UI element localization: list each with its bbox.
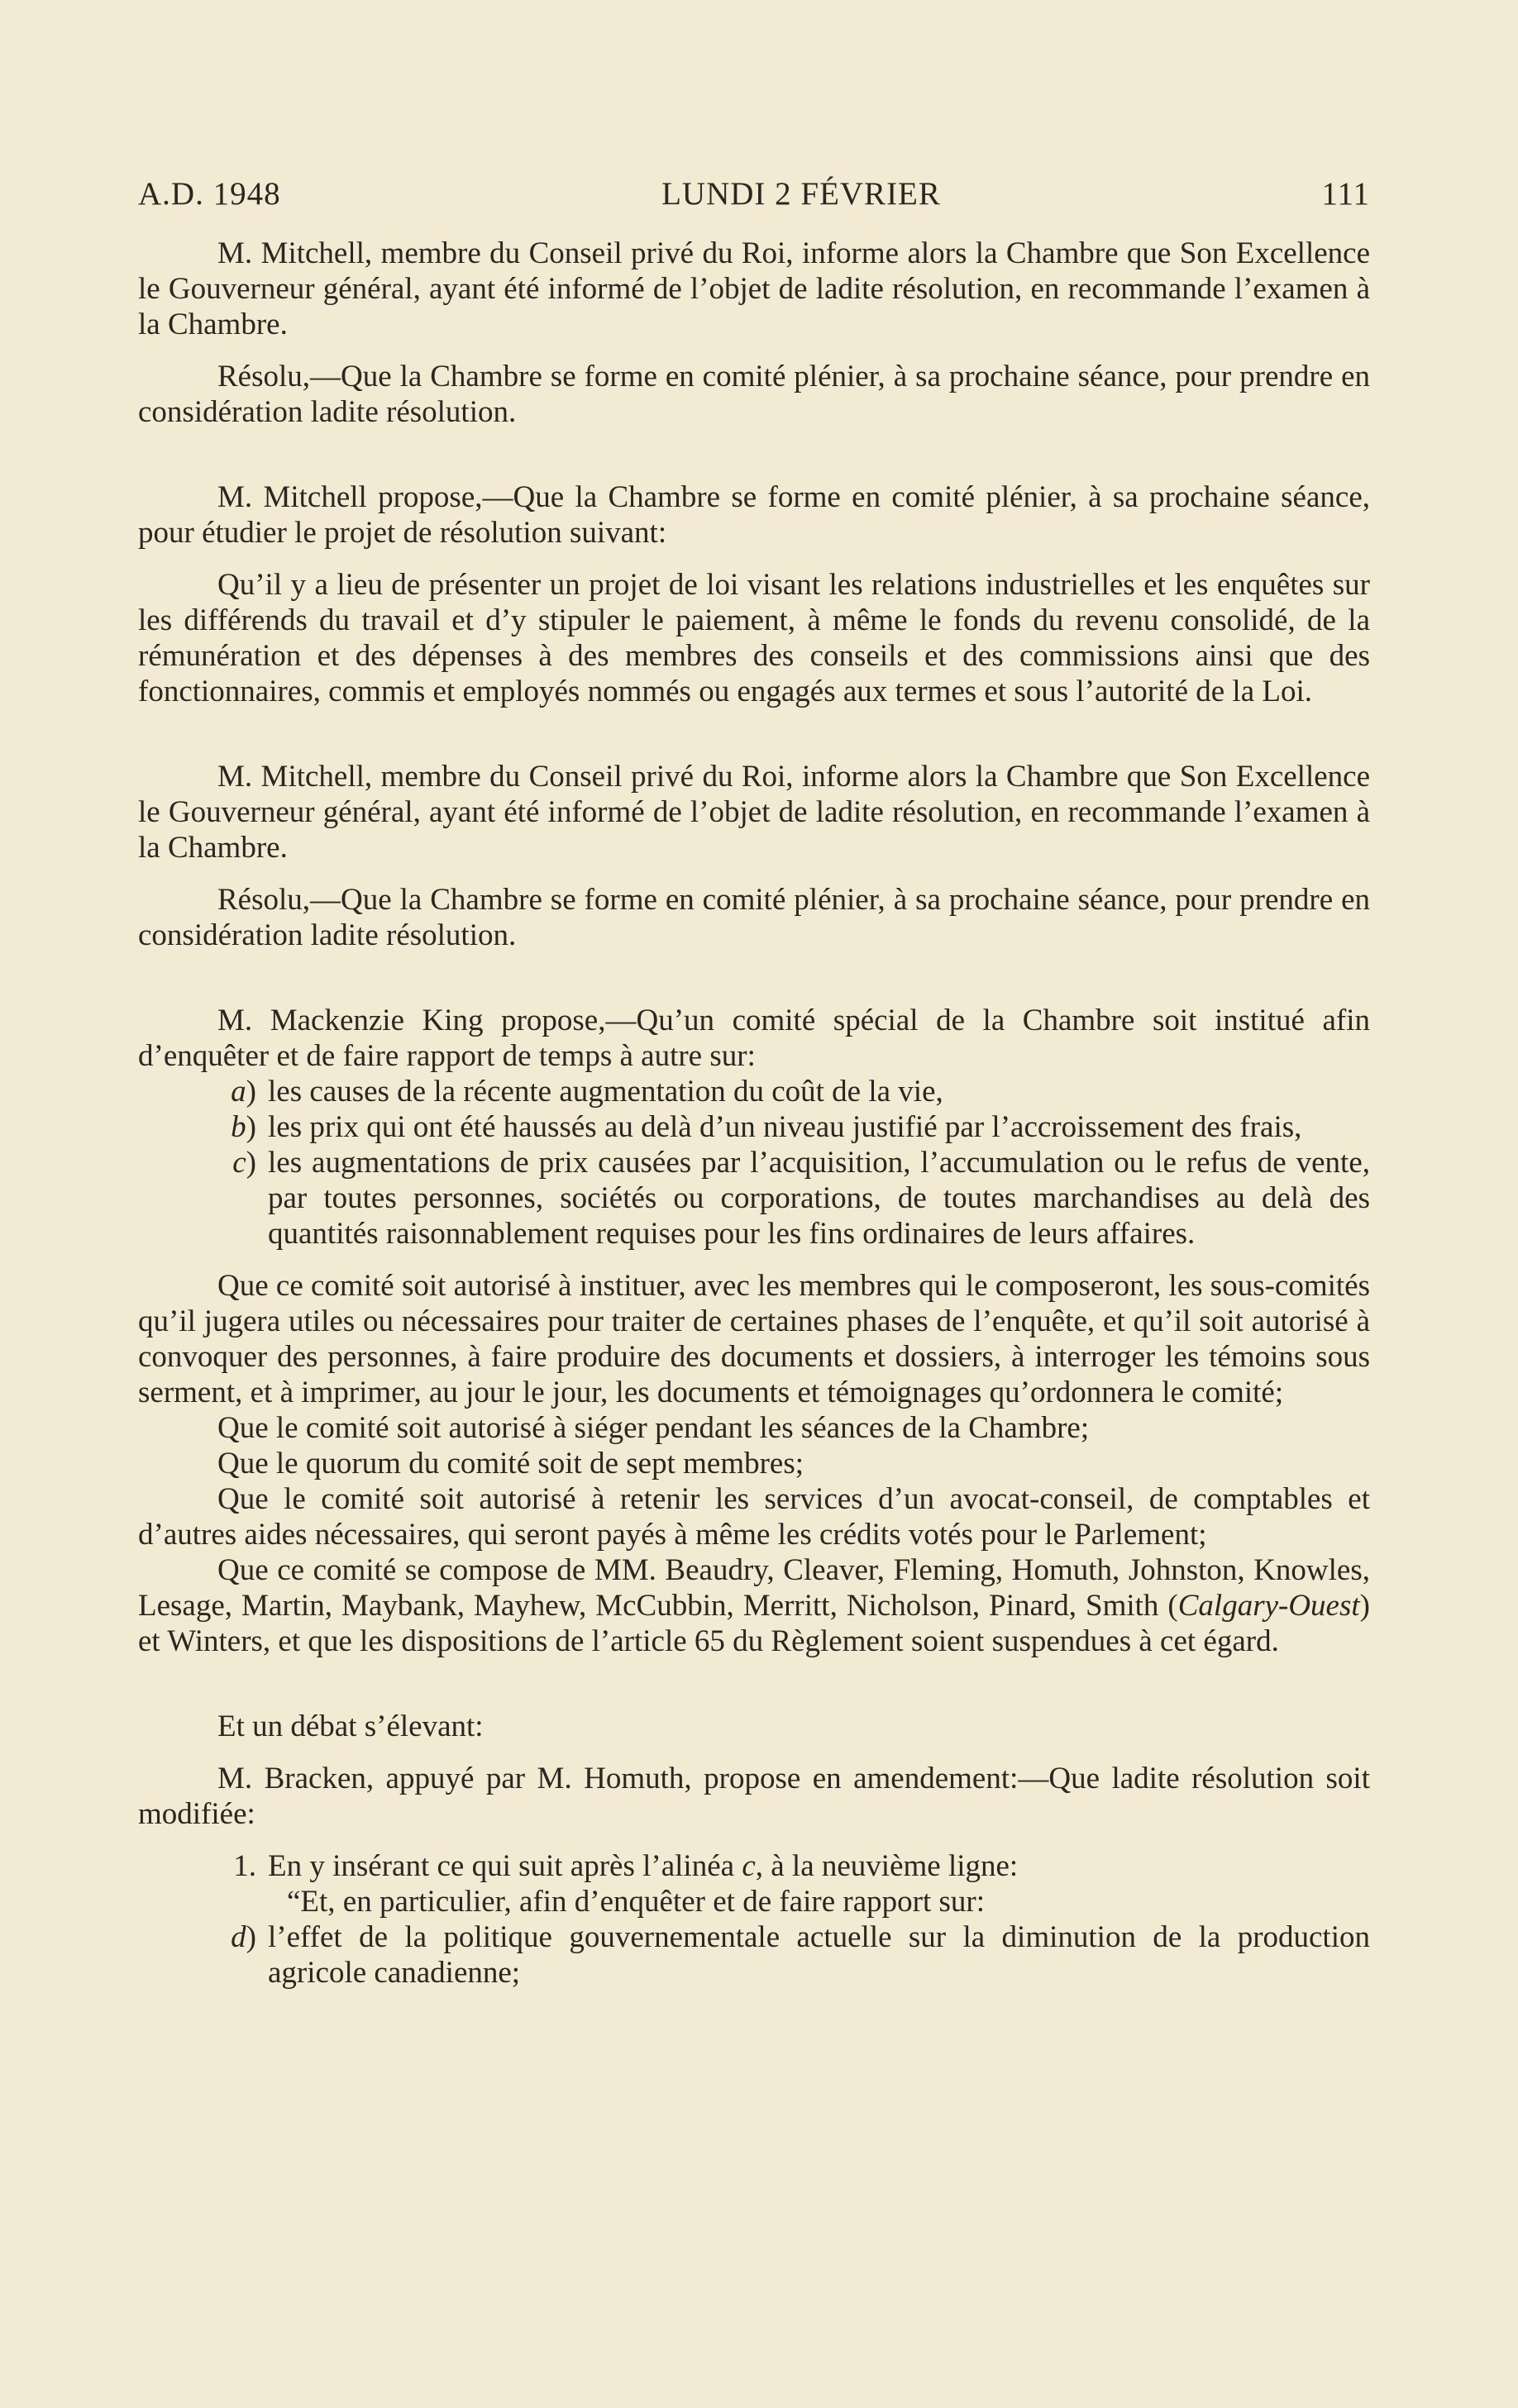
list-item-label: a) [231,1075,256,1109]
list-item-c [221,1145,1370,1252]
list-item-text: les causes de la récente augmentation du coût de la vie, [268,1075,943,1109]
amendment-item-1 [221,1848,1370,1884]
list-item-text: les augmentations de prix causées par l’acquisition, l’accumulation ou le refus de vente, par toutes personnes, sociétés ou corporations, de toutes marchandises au delà des quantités raisonnablement requises pour les fins ordinaires de leurs affaires. [268,1146,1370,1251]
header-year: A.D. 1948 [138,176,281,212]
page-header [138,169,1370,219]
document-page [138,169,1370,1991]
paragraph-resolution-text: Qu’il y a lieu de présenter un projet de loi visant les relations industrielles et les enquêtes sur les différends du travail et d’y stipuler le paiement, à même le fonds du revenu consolidé, de la rémunération et des dépenses à des membres des conseils et des commissions ainsi que des fonctionnaires, commis et employés nommés ou engagés aux termes et sous l’autorité de la Loi. [138,568,1370,708]
list-item-a [221,1074,1370,1109]
paragraph-sitting: Que le comité soit autorisé à siéger pendant les séances de la Chambre; [217,1411,1090,1445]
paragraph-counsel: Que le comité soit autorisé à retenir les services d’un avocat-conseil, de comptables et d’autres aides nécessaires, qui seront payés à même les crédits votés pour le Parlement; [138,1482,1370,1552]
list-item-d [221,1919,1370,1991]
list-item-b [221,1109,1370,1145]
paragraph-bracken-amendment: M. Bracken, appuyé par M. Homuth, propose en amendement:—Que ladite résolution soit modifiée: [138,1762,1370,1831]
paragraph-resolved-1: Résolu,—Que la Chambre se forme en comité plénier, à sa prochaine séance, pour prendre en considération ladite résolution. [138,360,1370,429]
list-item-label: b) [231,1110,256,1144]
list-item-label: d) [231,1920,256,1954]
paragraph-mitchell-recommendation-1: M. Mitchell, membre du Conseil privé du Roi, informe alors la Chambre que Son Excellence le Gouverneur général, ayant été informé de l’objet de ladite résolution, en recommande l’examen à la Chambre. [138,236,1370,341]
paragraph-debate: Et un débat s’élevant: [217,1709,484,1743]
paragraph-quorum: Que le quorum du comité soit de sept membres; [217,1447,804,1481]
paragraph-members: Que ce comité se compose de MM. Beaudry, Cleaver, Fleming, Homuth, Johnston, Knowles, Lesage, Martin, Maybank, Mayhew, McCubbin, Merritt, Nicholson, Pinard, Smith (Calgary-Ouest) et Winters, et que les dispositions de l’article 65 du Règlement soient suspendues à cet égard. [138,1553,1370,1658]
list-item-text: l’effet de la politique gouvernementale actuelle sur la diminution de la production agricole canadienne; [268,1920,1370,1990]
paragraph-resolved-2: Résolu,—Que la Chambre se forme en comité plénier, à sa prochaine séance, pour prendre en considération ladite résolution. [138,883,1370,952]
list-item-text: les prix qui ont été haussés au delà d’un niveau justifié par l’accroissement des frais, [268,1110,1302,1144]
amendment-quote: “Et, en particulier, afin d’enquêter et de faire rapport sur: [287,1885,985,1919]
amendment-item-text: En y insérant ce qui suit après l’alinéa c, à la neuvième ligne: [268,1849,1019,1883]
amendment-item-label: 1. [233,1849,256,1883]
paragraph-subcommittees: Que ce comité soit autorisé à instituer, avec les membres qui le composeront, les sous-comités qu’il jugera utiles ou nécessaires pour traiter de certaines phases de l’enquête, et qu’il soit autorisé à convoquer des personnes, à faire produire des documents et dossiers, à interroger les témoins sous serment, et à imprimer, au jour le jour, les documents et témoignages qu’ordonnera le comité; [138,1269,1370,1409]
list-item-label: c) [232,1146,256,1180]
paragraph-mitchell-proposal: M. Mitchell propose,—Que la Chambre se forme en comité plénier, à sa prochaine séance, pour étudier le projet de résolution suivant: [138,480,1370,550]
page-number: 111 [1321,176,1370,212]
header-date: LUNDI 2 FÉVRIER [661,176,941,212]
paragraph-king-proposal: M. Mackenzie King propose,—Qu’un comité spécial de la Chambre soit institué afin d’enquêter et de faire rapport de temps à autre sur: [138,1004,1370,1073]
paragraph-mitchell-recommendation-2: M. Mitchell, membre du Conseil privé du Roi, informe alors la Chambre que Son Excellence le Gouverneur général, ayant été informé de l’objet de ladite résolution, en recommande l’examen à la Chambre. [138,760,1370,865]
